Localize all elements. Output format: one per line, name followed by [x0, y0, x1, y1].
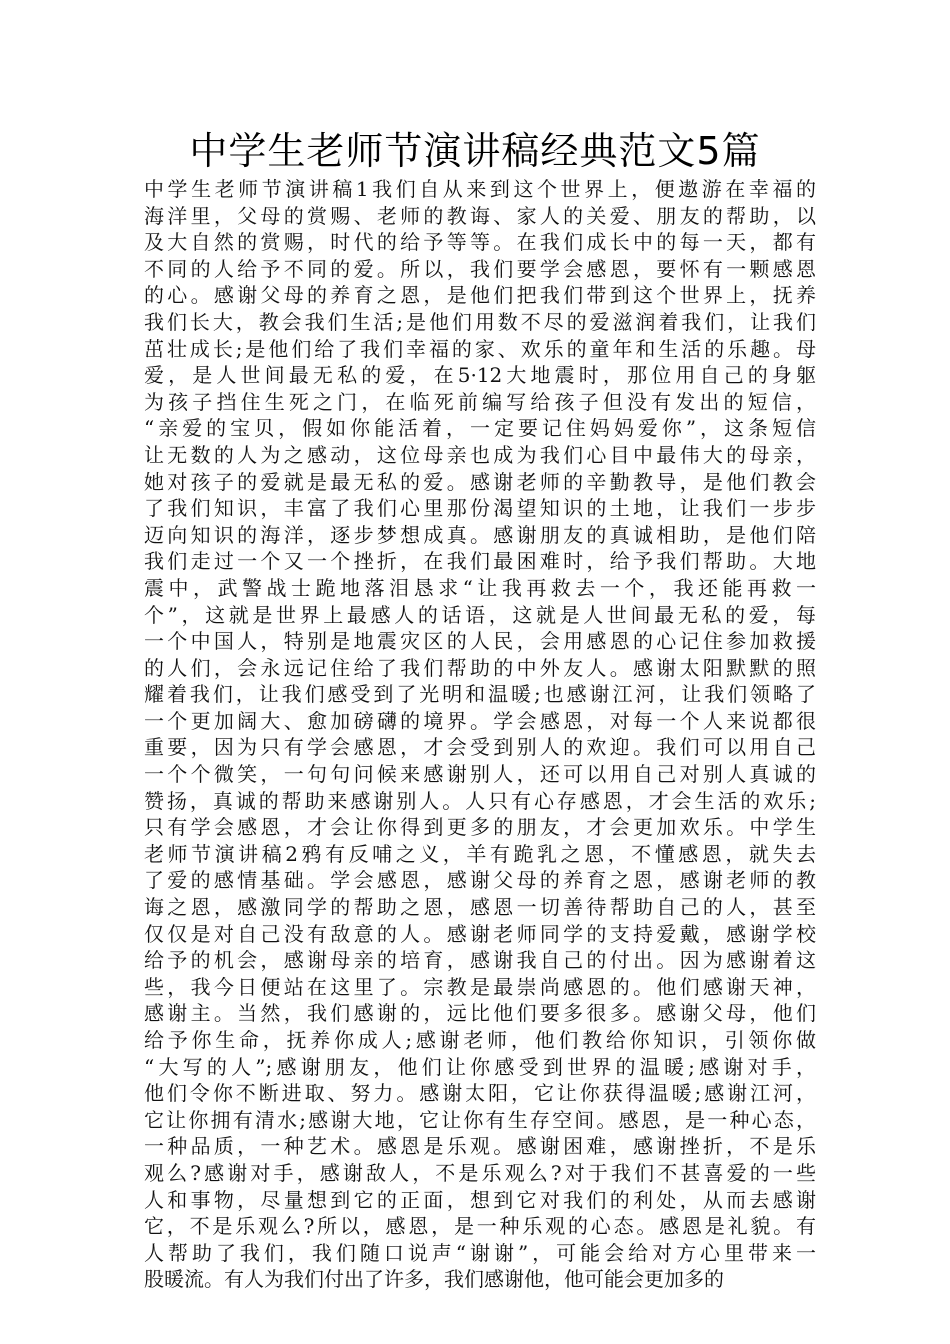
body-line: 一个更加阔大、愈加磅礴的境界。学会感恩，对每一个人来说都很	[144, 708, 816, 733]
body-line: 的人们，会永远记住给了我们帮助的中外友人。感谢太阳默默的照	[144, 655, 816, 680]
body-line: 给予你生命，抚养你成人;感谢老师，他们教给你知识，引领你做	[144, 1028, 816, 1052]
body-line: 震中，武警战士跪地落泪恳求“让我再救去一个，我还能再救一	[144, 575, 816, 600]
body-line: 只有学会感恩，才会让你得到更多的朋友，才会更加欢乐。中学生	[144, 815, 816, 840]
body-line: 爱，是人世间最无私的爱，在5·12大地震时，那位用自己的身躯	[144, 363, 816, 388]
body-line: 重要，因为只有学会感恩，才会受到别人的欢迎。我们可以用自己	[144, 735, 816, 760]
body-line: 个”，这就是世界上最感人的话语，这就是人世间最无私的爱，每	[144, 602, 816, 627]
body-line: 股暖流。有人为我们付出了许多，我们感谢他，他可能会更加多的	[144, 1267, 724, 1292]
body-line: 海洋里，父母的赏赐、老师的教诲、家人的关爱、朋友的帮助，以	[144, 203, 816, 228]
body-line: 我们走过一个又一个挫折，在我们最困难时，给予我们帮助。大地	[144, 549, 816, 574]
body-line: 给予的机会，感谢母亲的培育，感谢我自己的付出。因为感谢着这	[144, 948, 816, 973]
body-line: 观么?感谢对手，感谢敌人，不是乐观么?对于我们不甚喜爱的一些	[144, 1160, 816, 1185]
body-line: 不同的人给予不同的爱。所以，我们要学会感恩，要怀有一颗感恩	[144, 256, 816, 281]
body-line: 诲之恩，感激同学的帮助之恩，感恩一切善待帮助自己的人，甚至	[144, 895, 816, 920]
body-line: 他们令你不断进取、努力。感谢太阳，它让你获得温暖;感谢江河，	[144, 1081, 816, 1106]
body-line: 些，我今日便站在这里了。宗教是最崇尚感恩的。他们感谢天神，	[144, 974, 816, 999]
body-line: 的心。感谢父母的养育之恩，是他们把我们带到这个世界上，抚养	[144, 283, 816, 308]
body-line: 它让你拥有清水;感谢大地，它让你有生存空间。感恩，是一种心态，	[144, 1107, 816, 1132]
document-title: 中学生老师节演讲稿经典范文5篇	[189, 129, 761, 173]
body-line: 耀着我们，让我们感受到了光明和温暖;也感谢江河，让我们领略了	[144, 682, 816, 707]
body-line: “大写的人”;感谢朋友，他们让你感受到世界的温暖;感谢对手，	[144, 1054, 816, 1079]
body-line: 了我们知识，丰富了我们心里那份渴望知识的土地，让我们一步步	[144, 496, 816, 521]
body-line: 人帮助了我们，我们随口说声“谢谢”，可能会给对方心里带来一	[144, 1240, 816, 1265]
body-line: 一个个微笑，一句句问候来感谢别人，还可以用自己对别人真诚的	[144, 762, 816, 787]
body-line: 为孩子挡住生死之门，在临死前编写给孩子但没有发出的短信，	[144, 389, 816, 414]
body-line: 仅仅是对自己没有敌意的人。感谢老师同学的支持爱戴，感谢学校	[144, 921, 816, 946]
body-line: 迈向知识的海洋，逐步梦想成真。感谢朋友的真诚相助，是他们陪	[144, 522, 816, 547]
body-line: 中学生老师节演讲稿1我们自从来到这个世界上，便遨游在幸福的	[144, 177, 816, 201]
body-line: 人和事物，尽量想到它的正面，想到它对我们的利处，从而去感谢	[144, 1187, 816, 1212]
body-line: 她对孩子的爱就是最无私的爱。感谢老师的辛勤教导，是他们教会	[144, 469, 816, 494]
body-line: 了爱的感情基础。学会感恩，感谢父母的养育之恩，感谢老师的教	[144, 868, 816, 893]
body-line: “亲爱的宝贝，假如你能活着，一定要记住妈妈爱你”，这条短信	[144, 416, 816, 441]
body-line: 茁壮成长;是他们给了我们幸福的家、欢乐的童年和生活的乐趣。母	[144, 336, 816, 361]
body-line: 让无数的人为之感动，这位母亲也成为我们心目中最伟大的母亲，	[144, 442, 816, 467]
body-line: 老师节演讲稿2鸦有反哺之义，羊有跪乳之恩，不懂感恩，就失去	[144, 841, 816, 866]
body-line: 一种品质，一种艺术。感恩是乐观。感谢困难，感谢挫折，不是乐	[144, 1134, 816, 1159]
body-line: 我们长大，教会我们生活;是他们用数不尽的爱滋润着我们，让我们	[144, 309, 816, 334]
body-line: 赞扬，真诚的帮助来感谢别人。人只有心存感恩，才会生活的欢乐;	[144, 788, 816, 813]
body-line: 它，不是乐观么?所以，感恩，是一种乐观的心态。感恩是礼貌。有	[144, 1214, 816, 1239]
body-line: 感谢主。当然，我们感谢的，远比他们要多很多。感谢父母，他们	[144, 1001, 816, 1026]
body-line: 及大自然的赏赐，时代的给予等等。在我们成长中的每一天，都有	[144, 230, 816, 255]
body-line: 一个中国人，特别是地震灾区的人民，会用感恩的心记住参加救援	[144, 629, 816, 654]
document-body	[144, 176, 816, 1293]
